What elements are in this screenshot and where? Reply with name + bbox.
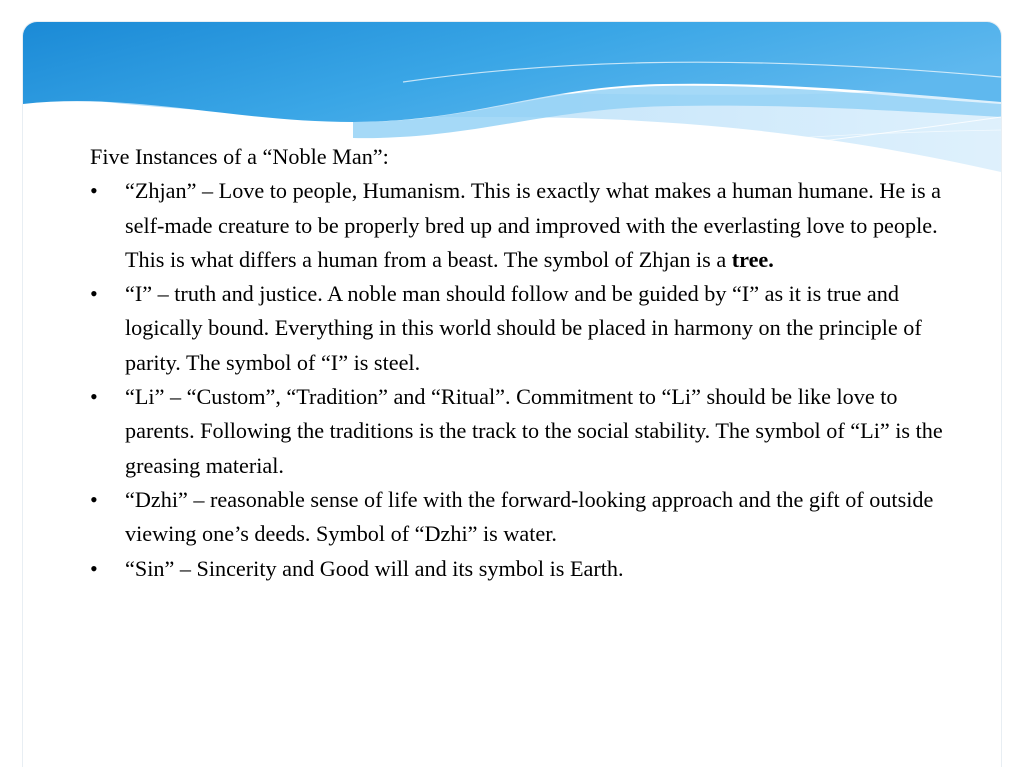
bullet-text: “Zhjan” – Love to people, Humanism. This is exactly what makes a human humane. He is a self-made creature to be properly bred up and improved with the everlasting love to people. This is what differs a human from a beast. The symbol of Zhjan is a bbox=[125, 178, 941, 272]
bullet-icon: • bbox=[90, 384, 98, 410]
bullet-text: “Sin” – Sincerity and Good will and its symbol is Earth. bbox=[125, 555, 624, 581]
bullet-icon: • bbox=[90, 486, 98, 512]
bullet-bold-text: tree. bbox=[731, 246, 774, 272]
slide-body bbox=[90, 140, 970, 586]
slide bbox=[23, 22, 1001, 767]
bullet-text: “Li” – “Custom”, “Tradition” and “Ritual”. Commitment to “Li” should be like love to parents. Following the traditions is the track to the social stability. The symbol of “Li” is the greasing material. bbox=[125, 384, 943, 478]
slide-heading: Five Instances of a “Noble Man”: bbox=[90, 144, 389, 169]
bullet-item-li bbox=[90, 380, 970, 483]
bullet-icon: • bbox=[90, 281, 98, 307]
bullet-icon: • bbox=[90, 178, 98, 204]
bullet-text: “Dzhi” – reasonable sense of life with the forward-looking approach and the gift of outside viewing one’s deeds. Symbol of “Dzhi” is water. bbox=[125, 486, 934, 547]
bullet-item-zhjan bbox=[90, 174, 970, 277]
bullet-text: “I” – truth and justice. A noble man should follow and be guided by “I” as it is true and logically bound. Everything in this world should be placed in harmony on the principle of parity. The symbol of “I” is steel. bbox=[125, 281, 922, 375]
bullet-list bbox=[90, 174, 970, 586]
bullet-item-sin bbox=[90, 552, 970, 586]
bullet-icon: • bbox=[90, 555, 98, 581]
bullet-item-i bbox=[90, 277, 970, 380]
bullet-item-dzhi bbox=[90, 483, 970, 552]
